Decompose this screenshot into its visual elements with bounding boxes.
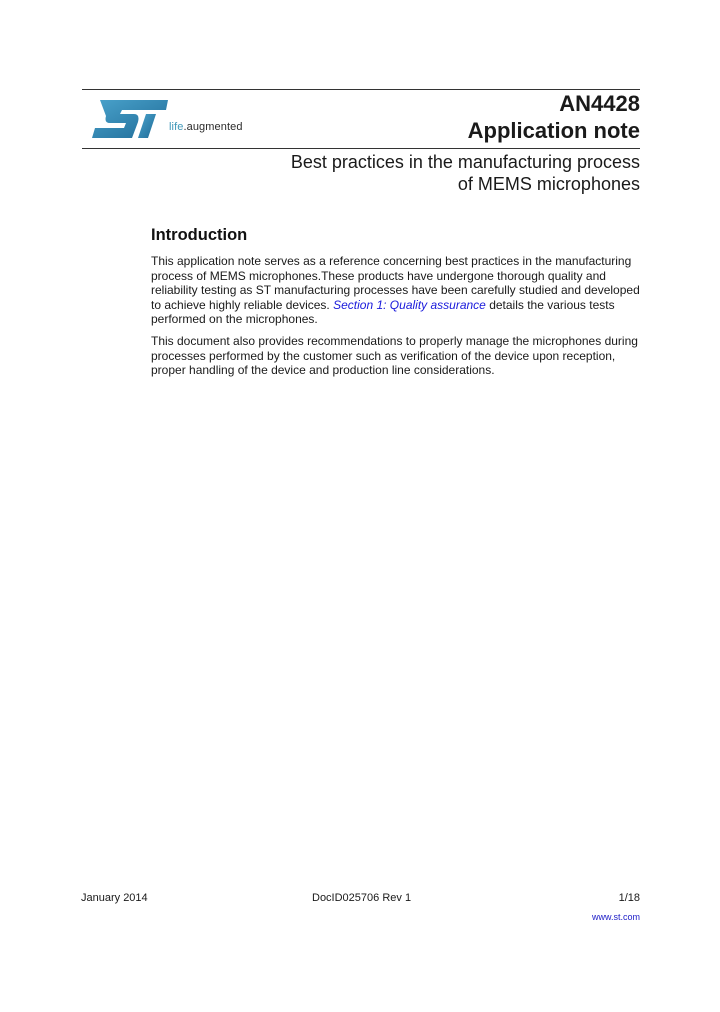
intro-paragraph-2: This document also provides recommendations to properly manage the microphones during processes performed by the customer such as verification of the device upon reception, proper handling of the device and production line considerations. xyxy=(151,334,638,378)
subtitle-line-2: of MEMS microphones xyxy=(457,174,640,194)
header-bottom-rule xyxy=(82,148,640,149)
tagline-life: life xyxy=(169,121,184,133)
header-top-rule xyxy=(82,89,640,90)
logo-tagline xyxy=(169,121,243,133)
tagline-augmented: .augmented xyxy=(183,121,243,133)
document-type: Application note xyxy=(467,118,640,143)
document-number: AN4428 xyxy=(559,91,640,116)
st-logo-icon xyxy=(90,98,174,142)
section-1-link[interactable]: Section 1: Quality assurance xyxy=(333,297,486,312)
intro-paragraph-1 xyxy=(151,254,646,327)
subtitle-line-1: Best practices in the manufacturing process xyxy=(290,152,640,172)
footer-page-number: 1/18 xyxy=(618,892,640,904)
footer-date: January 2014 xyxy=(81,892,148,904)
document-subtitle xyxy=(291,151,640,195)
section-heading-introduction: Introduction xyxy=(151,226,248,244)
paragraph-text: details the various tests performed on the microphones. xyxy=(151,297,615,327)
paragraph-text: This application note serves as a reference concerning best practices in the manufacturing process of MEMS microphones.These products have undergone thorough quality and reliability testing as ST manufacturing processes have been carefully studied and developed to achieve highly reliable devices. xyxy=(151,254,640,312)
footer-website-link[interactable]: www.st.com xyxy=(591,912,640,922)
footer-doc-id: DocID025706 Rev 1 xyxy=(312,892,412,904)
